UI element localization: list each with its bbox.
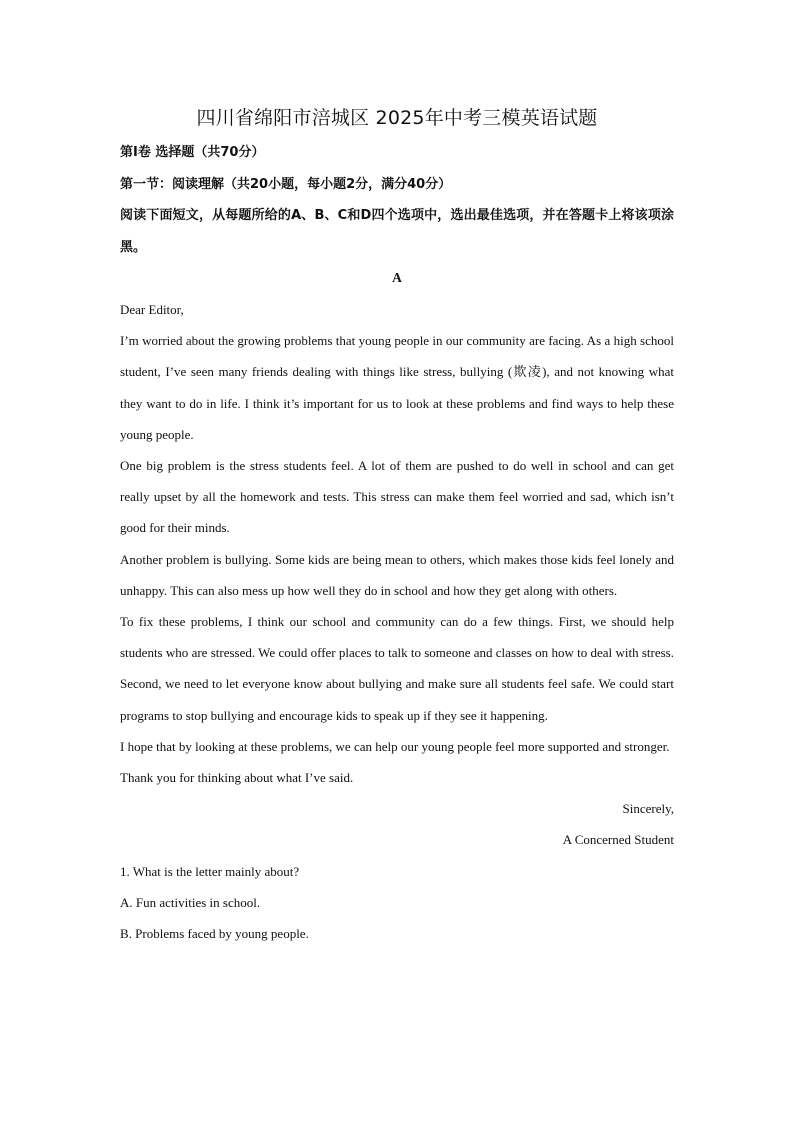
section-heading: 第Ⅰ卷 选择题（共70分） — [120, 145, 265, 160]
letter-paragraph: One big problem is the stress students feel. A lot of them are pushed to do well in school and can get really upset by all the homework and tests. This stress can make them feel worried and sad, which isn’t good for their minds. — [120, 458, 674, 536]
letter-paragraph: I’m worried about the growing problems that young people in our community are facing. As a high school student, I’ve seen many friends dealing with things like stress, bullying (欺凌), and not knowing what they want to do in life. I think it’s important for us to look at these problems and find ways to help these young people. — [120, 333, 674, 442]
question-option: A. Fun activities in school. — [120, 894, 261, 910]
passage-body — [120, 294, 674, 949]
letter-greeting: Dear Editor, — [120, 302, 184, 317]
instructions: 阅读下面短文，从每题所给的A、B、C和D四个选项中，选出最佳选项，并在答题卡上将该项涂黑。 — [120, 208, 674, 255]
letter-paragraph: Thank you for thinking about what I’ve said. — [120, 770, 354, 786]
question-stem: 1. What is the letter mainly about? — [120, 863, 300, 879]
letter-paragraph: I hope that by looking at these problems, we can help our young people feel more supported and stronger. — [120, 738, 670, 754]
letter-paragraph: To fix these problems, I think our school and community can do a few things. First, we should help students who are stressed. We could offer places to talk to someone and classes on how to deal with stress. Second, we need to let everyone know about bullying and make sure all students feel safe. We could start programs to stop bullying and encourage kids to speak up if they see it happening. — [120, 614, 674, 723]
letter-signature: A Concerned Student — [562, 832, 674, 848]
passage-label: A — [392, 270, 402, 285]
letter-closing: Sincerely, — [622, 801, 674, 817]
letter-paragraph: Another problem is bullying. Some kids are being mean to others, which makes those kids feel lonely and unhappy. This can also mess up how well they do in school and how they get along with others. — [120, 551, 674, 598]
question-option: B. Problems faced by young people. — [120, 926, 309, 942]
exam-title: 四川省绵阳市涪城区 2025年中考三模英语试题 — [196, 107, 598, 129]
part-heading: 第一节：阅读理解（共20小题，每小题2分，满分40分） — [120, 177, 452, 192]
